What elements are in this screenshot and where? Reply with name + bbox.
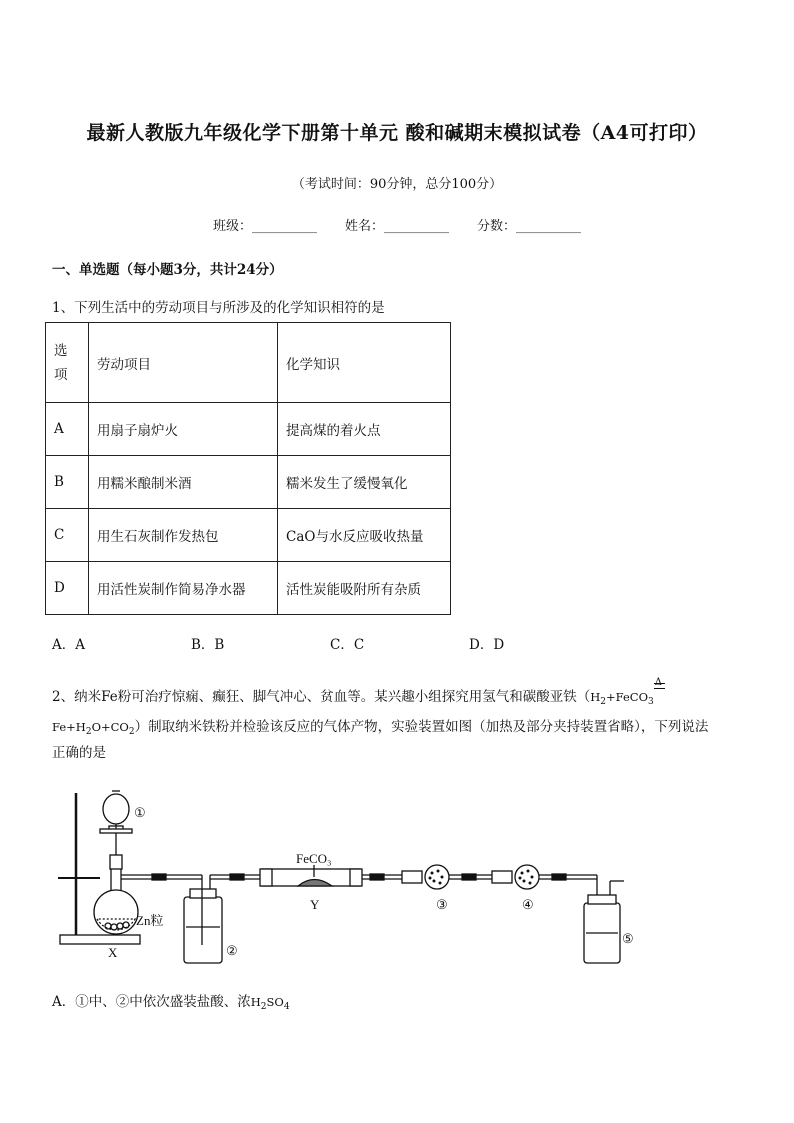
table-cell: 用糯米酿制米酒 [89, 456, 278, 509]
table-header-cell: 劳动项目 [89, 323, 278, 403]
label-dryer-4: ④ [522, 897, 534, 912]
rubber-connector [152, 874, 166, 880]
option-a-text: A．①中、②中依次盛装盐酸、浓 [52, 994, 251, 1010]
formula-part: H [590, 690, 601, 704]
formula-part: H [250, 995, 261, 1009]
class-field: 班级：__________ [212, 219, 317, 234]
gas-washing-bottle-2 [184, 897, 222, 963]
table-header-row [46, 323, 451, 403]
formula-sub: 2 [600, 697, 606, 707]
table-cell: 用活性炭制作简易净水器 [89, 562, 278, 615]
section-title: 一、单选题（每小题3分，共计24分） [52, 262, 283, 278]
table-cell: 提高煤的着火点 [278, 403, 451, 456]
label-bottle-5: ⑤ [622, 931, 634, 946]
table-cell: 用生石灰制作发热包 [89, 509, 278, 562]
formula-part: +FeCO [605, 690, 649, 704]
option-b[interactable]: B．B [191, 637, 225, 653]
table-cell: 糯米发生了缓慢氧化 [278, 456, 451, 509]
table-cell: B [46, 456, 89, 509]
header-option: 选项 [54, 342, 68, 383]
label-dryer-3: ③ [436, 897, 448, 912]
stand-base [60, 935, 140, 944]
q2-text: 2、纳米Fe粉可治疗惊痫、癫狂、脚气冲心、贫血等。某兴趣小组探究用氢气和碳酸亚铁（ [52, 689, 591, 705]
table-row [46, 562, 451, 615]
table-row [46, 456, 451, 509]
table-cell: C [46, 509, 89, 562]
label-tube-y: Y [310, 897, 320, 912]
table-row [46, 403, 451, 456]
question-2-stem-line-1 [52, 677, 666, 712]
option-a[interactable]: A．A [52, 637, 85, 653]
table-header-cell [46, 323, 89, 403]
label-flask-x: X [108, 945, 118, 960]
option-c[interactable]: C．C [330, 637, 365, 653]
table-cell: A [46, 403, 89, 456]
question-1-stem: 1、下列生活中的劳动项目与所涉及的化学知识相符的是 [52, 300, 385, 316]
equation-right [52, 720, 135, 737]
q2-text: ）制取纳米铁粉并检验该反应的气体产物，实验装置如图（加热及部分夹持装置省略），下列说法 [134, 719, 709, 735]
formula-sub: 3 [648, 697, 654, 707]
question-1-table [45, 322, 451, 615]
label-feco3: FeCO₃ [296, 851, 332, 866]
question-1-options [52, 633, 608, 653]
label-bottle-2: ② [226, 943, 238, 958]
option-d[interactable]: D．D [469, 637, 505, 653]
drying-tube-4 [492, 871, 512, 883]
table-cell: 用扇子扇炉火 [89, 403, 278, 456]
formula-sub: 2 [85, 727, 92, 737]
student-info-line [0, 215, 794, 234]
score-field: 分数：__________ [477, 219, 582, 234]
experiment-apparatus-figure [52, 785, 632, 965]
table-cell: 活性炭能吸附所有杂质 [278, 562, 451, 615]
table-header-cell: 化学知识 [278, 323, 451, 403]
equation-left [590, 690, 654, 707]
question-2-stem-line-3: 正确的是 [52, 745, 106, 761]
question-2-option-a[interactable] [52, 990, 290, 1012]
formula-part: Fe+H [52, 720, 86, 734]
drying-tube-3 [402, 871, 422, 883]
formula-sub: 2 [128, 727, 135, 737]
heat-equals-sign: Δ [654, 681, 666, 695]
formula-part: O+CO [91, 720, 129, 734]
exam-subtitle: （考试时间：90分钟，总分100分） [291, 177, 503, 192]
table-cell: D [46, 562, 89, 615]
formula-sub: 4 [283, 1002, 290, 1012]
separatory-funnel [103, 794, 129, 824]
formula-part: SO [266, 995, 284, 1009]
label-funnel: ① [134, 805, 146, 820]
table-row [46, 509, 451, 562]
formula-sub: 2 [260, 1002, 267, 1012]
option-a-formula [250, 995, 290, 1012]
name-field: 姓名：__________ [344, 219, 449, 234]
question-2-stem-line-2 [52, 717, 708, 742]
page-title: 最新人教版九年级化学下册第十单元 酸和碱期末模拟试卷（A4可打印） [86, 122, 708, 144]
label-zn: Zn粒 [136, 913, 164, 928]
table-cell: CaO与水反应吸收热量 [278, 509, 451, 562]
